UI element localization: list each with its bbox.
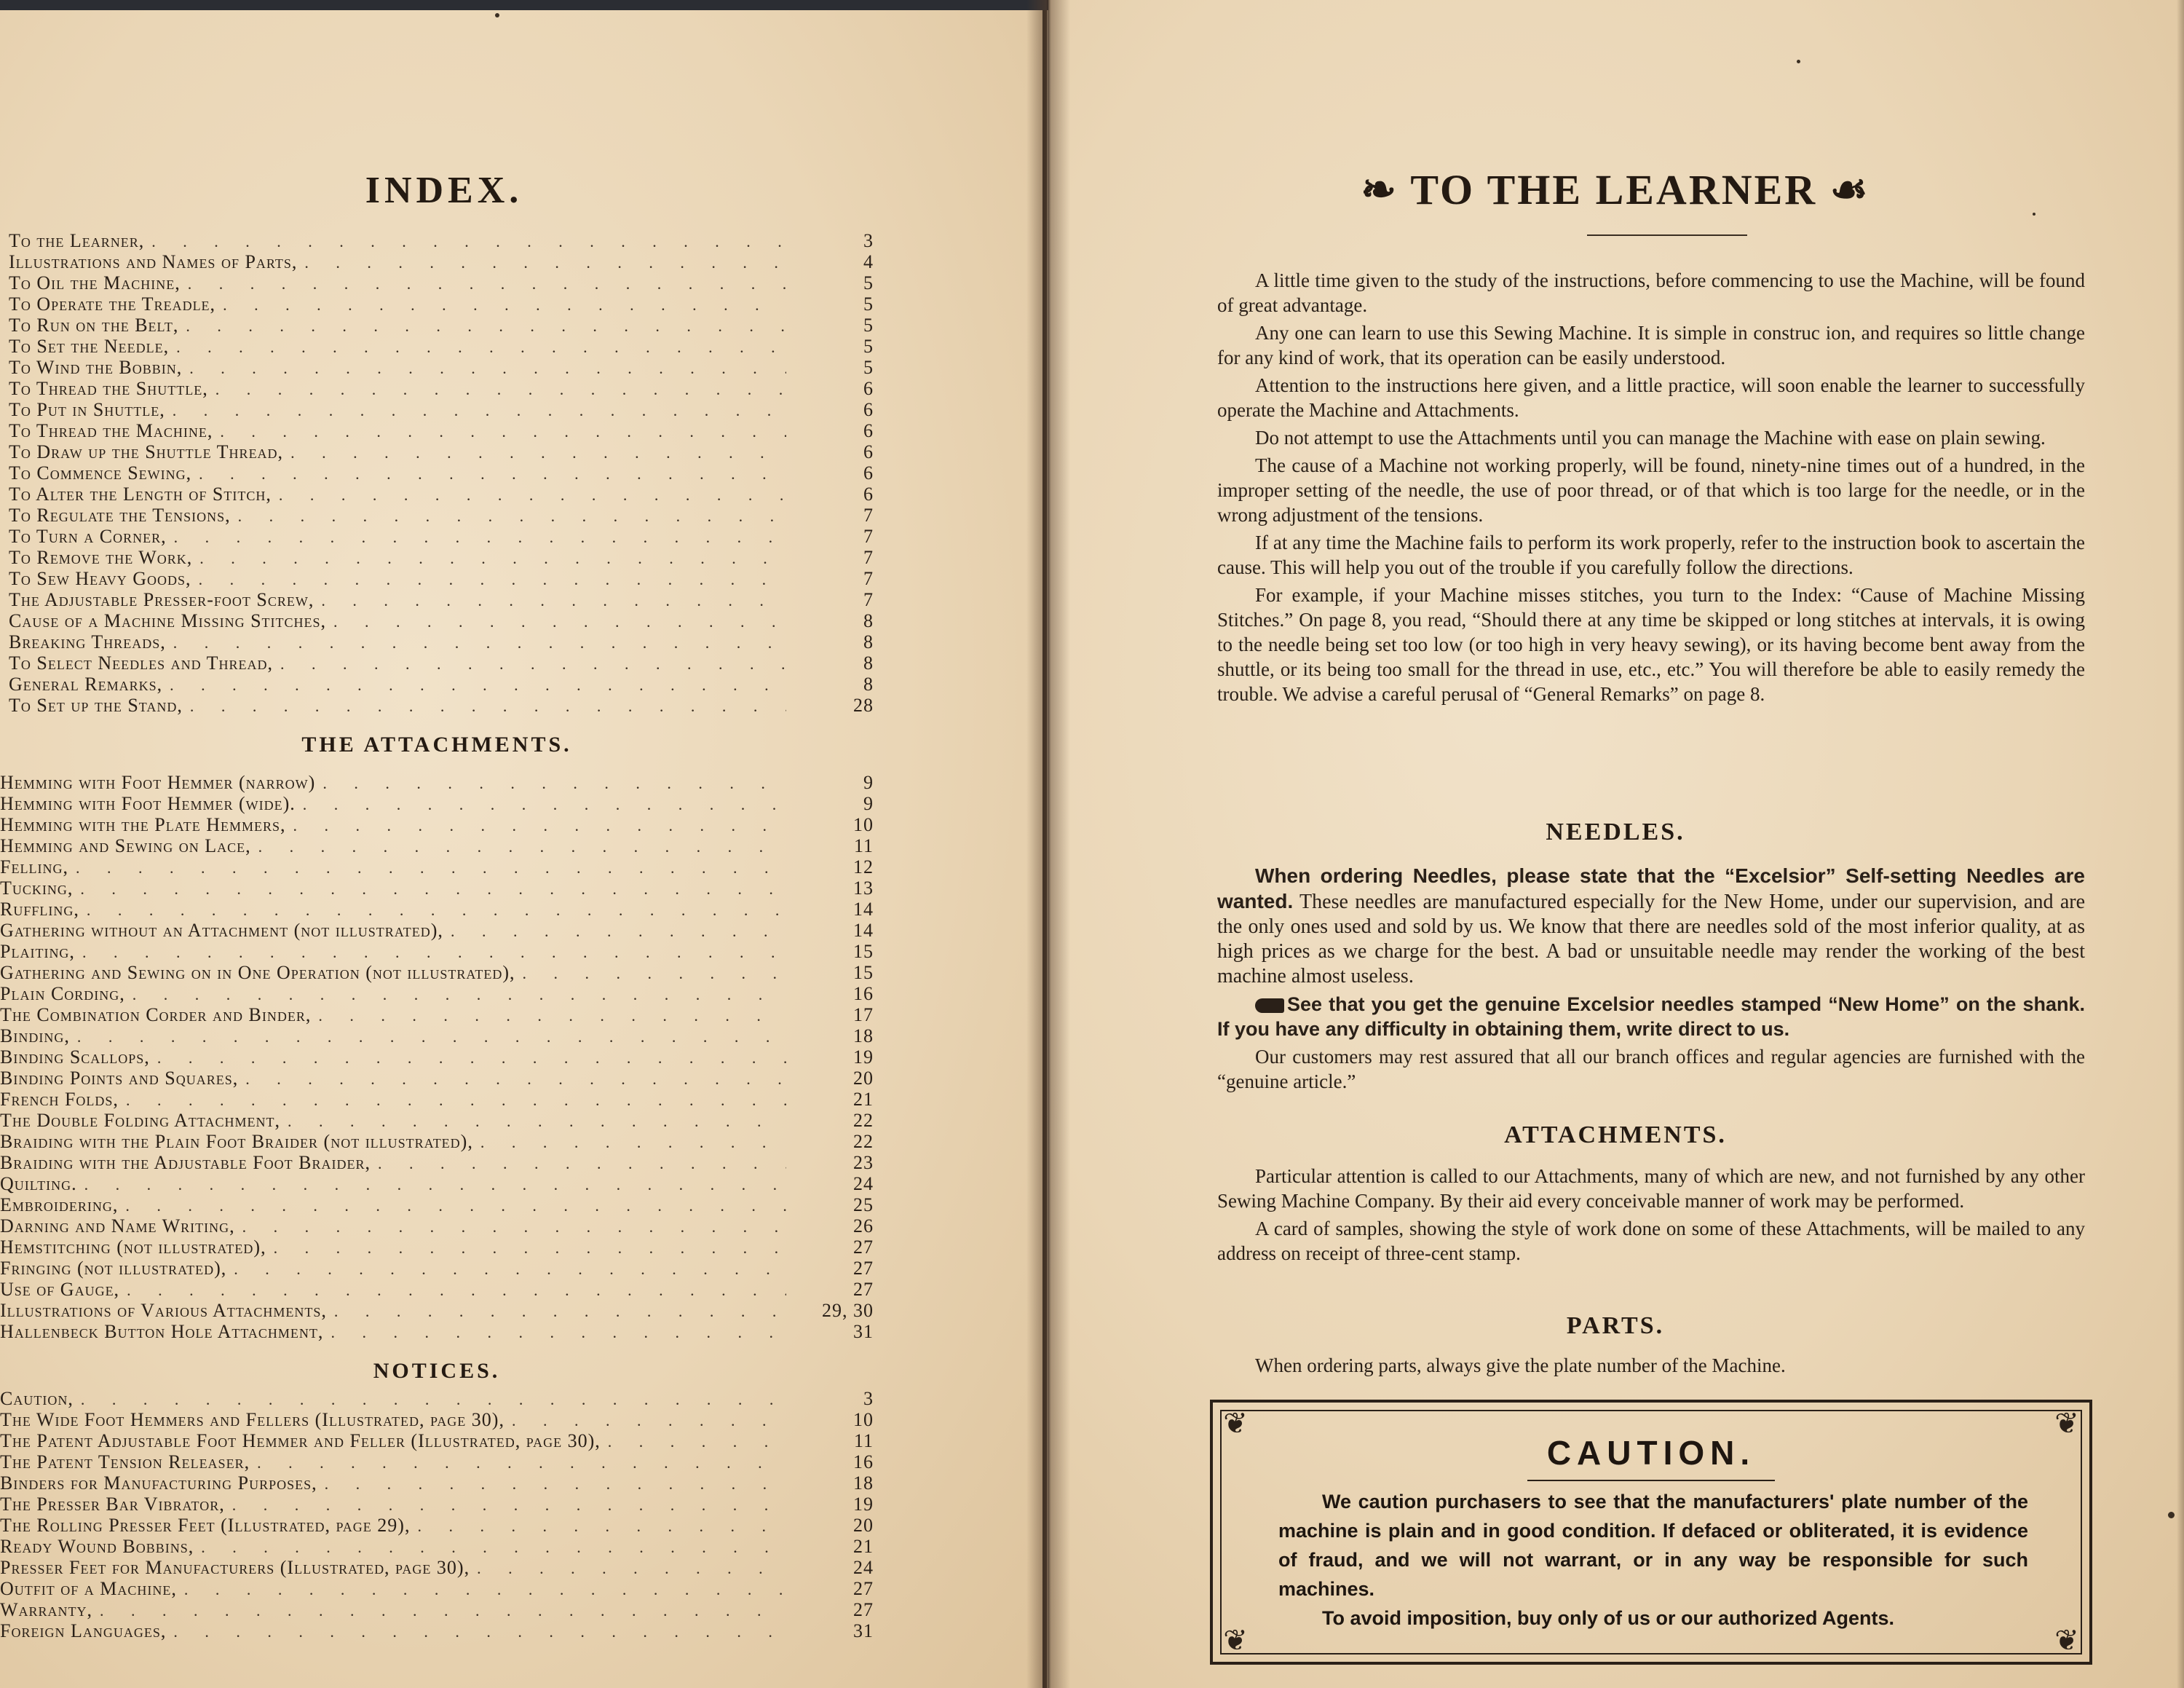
index-entry	[0, 505, 874, 526]
index-entry-label: To Remove the Work,	[9, 547, 193, 568]
index-entry-label: Plain Cording,	[0, 983, 125, 1004]
learner-paragraph: For example, if your Machine misses stitches, you turn to the Index: “Cause of Machine Missing Stitches.” On page 8, you read, “Should there at any time be skipped or long stitches at intervals, it is owing to the needle being set too low (or too high in very heavy sewing), or its having become bent away from the shuttle, or its being too small for the thread in use, etc., etc.” You will therefore be able to easily remedy the trouble. We advise a careful perusal of “General Remarks” on page 8.	[1217, 584, 2085, 705]
index-entry	[0, 1578, 874, 1599]
index-entry-label: Hemming with Foot Hemmer (wide).	[0, 793, 296, 814]
needles-notice	[1217, 992, 2085, 1041]
index-entry	[0, 1300, 874, 1321]
leader-dots	[451, 922, 786, 941]
corner-ornament-icon: ❦	[1223, 1624, 1248, 1657]
index-entry-label: To Commence Sewing,	[9, 462, 192, 484]
parts-heading: PARTS.	[1566, 1312, 1665, 1339]
corner-ornament-icon: ❦	[2054, 1407, 2079, 1440]
index-entry-page: 3	[863, 1388, 874, 1409]
index-entry	[0, 1131, 874, 1152]
index-entry-label: The Rolling Presser Feet (Illustrated, page 29),	[0, 1515, 411, 1536]
index-entry	[0, 1046, 874, 1068]
index-entry-label: Breaking Threads,	[9, 631, 166, 652]
index-entry	[0, 462, 874, 484]
index-entry	[0, 610, 874, 631]
index-entry-label: General Remarks,	[9, 674, 163, 695]
index-entry-page: 31	[853, 1321, 874, 1342]
index-entry-label: To Operate the Treadle,	[9, 293, 216, 315]
index-entry-page: 20	[853, 1515, 874, 1536]
index-entry-page: 7	[863, 589, 874, 610]
learner-paragraph: Do not attempt to use the Attachments until you can manage the Machine with ease on plain sewing.	[1255, 427, 2046, 449]
parts-section	[1217, 1353, 2085, 1381]
index-entry-label: To Set up the Stand,	[9, 695, 183, 716]
index-entry-page: 15	[853, 962, 874, 983]
index-entry	[0, 1089, 874, 1110]
index-entry	[0, 547, 874, 568]
index-entry	[0, 1430, 874, 1451]
index-entry	[0, 420, 874, 441]
leader-dots	[325, 1475, 786, 1494]
index-entry	[0, 962, 874, 983]
leader-dots	[215, 380, 786, 399]
index-entry	[0, 568, 874, 589]
leader-dots	[477, 1559, 786, 1578]
index-entry-page: 8	[863, 652, 874, 674]
index-entry	[0, 1215, 874, 1237]
index-entry-page: 23	[853, 1152, 874, 1173]
leader-dots	[173, 1622, 786, 1641]
index-entry-label: Binding Points and Squares,	[0, 1068, 239, 1089]
index-entry	[0, 230, 874, 251]
index-entry-label: To Thread the Machine,	[9, 420, 213, 441]
index-entry-label: To Wind the Bobbin,	[9, 357, 183, 378]
index-entry	[0, 793, 874, 814]
index-entry-page: 6	[863, 420, 874, 441]
caution-closing: To avoid imposition, buy only of us or our authorized Agents.	[1322, 1607, 1895, 1629]
index-entry-label: To Thread the Shuttle,	[9, 378, 208, 399]
index-attachments-list	[0, 772, 874, 1342]
index-entry-label: Use of Gauge,	[0, 1279, 120, 1300]
index-entry-page: 15	[853, 941, 874, 962]
leader-dots	[257, 1454, 786, 1472]
paper-speck	[495, 13, 499, 17]
index-entry-label: Tucking,	[0, 877, 74, 899]
index-entry-page: 5	[863, 293, 874, 315]
leader-dots	[331, 1323, 786, 1342]
index-entry-label: Cause of a Machine Missing Stitches,	[9, 610, 327, 631]
index-entry-label: To Regulate the Tensions,	[9, 505, 231, 526]
index-entry-page: 18	[853, 1472, 874, 1494]
index-entry-page: 31	[853, 1620, 874, 1641]
index-entry-page: 22	[853, 1110, 874, 1131]
leader-dots	[608, 1432, 786, 1451]
index-entry-page: 14	[853, 920, 874, 941]
ornament-icon: ❧	[1361, 166, 1411, 213]
index-entry	[0, 272, 874, 293]
needles-lead-bold: When ordering Needles, please state that the “Excelsior” Self-setting Needles are wanted.	[1217, 864, 2085, 912]
index-entry-page: 16	[853, 1451, 874, 1472]
index-entry-page: 21	[853, 1089, 874, 1110]
leader-dots	[523, 964, 786, 983]
needles-paragraph	[1217, 864, 2085, 989]
index-entry-page: 24	[853, 1557, 874, 1578]
leader-dots	[318, 1006, 786, 1025]
index-entry	[0, 526, 874, 547]
index-entry	[0, 899, 874, 920]
index-entry-label: Binders for Manufacturing Purposes,	[0, 1472, 317, 1494]
index-entry	[0, 441, 874, 462]
index-entry	[0, 1620, 874, 1641]
index-entry-label: Outfit of a Machine,	[0, 1578, 177, 1599]
index-entry-label: Foreign Languages,	[0, 1620, 167, 1641]
learner-title	[1047, 165, 2184, 214]
leader-dots	[288, 1112, 786, 1131]
index-entry-page: 21	[853, 1536, 874, 1557]
index-entry-page: 11	[853, 1430, 874, 1451]
index-entry	[0, 1110, 874, 1131]
attachments-paragraph: Particular attention is called to our Attachments, many of which are new, and not furnished by any other Sewing Machine Company. By their aid every conceivable manner of work may be performed.	[1217, 1165, 2085, 1212]
index-entry-label: Caution,	[0, 1388, 74, 1409]
leader-dots	[87, 901, 786, 920]
index-entry-page: 24	[853, 1173, 874, 1194]
index-entry	[0, 336, 874, 357]
leader-dots	[242, 1218, 786, 1237]
leader-dots	[245, 1070, 786, 1089]
leader-dots	[333, 612, 786, 631]
index-entry-page: 10	[853, 814, 874, 835]
index-entry-page: 6	[863, 441, 874, 462]
index-entry-page: 4	[863, 251, 874, 272]
paper-speck	[2168, 1512, 2175, 1518]
index-entry-page: 25	[853, 1194, 874, 1215]
index-entry	[0, 983, 874, 1004]
index-entry-label: The Patent Tension Releaser,	[0, 1451, 250, 1472]
index-entry-page: 8	[863, 674, 874, 695]
leader-dots	[125, 1196, 786, 1215]
index-entry	[0, 1237, 874, 1258]
caution-text: We caution purchasers to see that the manufacturers' plate number of the machine is plain and in good condition. If defaced or obliterated, it is evidence of fraud, and we will not warrant, or in any way be responsible for such machines.	[1278, 1491, 2028, 1600]
leader-dots	[173, 634, 786, 652]
leader-dots	[279, 486, 786, 505]
index-attachments-heading: THE ATTACHMENTS.	[301, 733, 572, 757]
leader-dots	[238, 507, 786, 526]
index-entry	[0, 1004, 874, 1025]
index-entry-page: 9	[863, 793, 874, 814]
leader-dots	[173, 401, 786, 420]
index-entry-page: 8	[863, 631, 874, 652]
index-entry-label: To Oil the Machine,	[9, 272, 181, 293]
index-entry-label: French Folds,	[0, 1089, 119, 1110]
leader-dots	[223, 296, 786, 315]
index-entry-label: Illustrations and Names of Parts,	[9, 251, 298, 272]
learner-paragraph: Attention to the instructions here given, and a little practice, will soon enable the learner to successfully operate the Machine and Attachments.	[1217, 374, 2085, 421]
index-entry	[0, 1068, 874, 1089]
index-entry-label: To Draw up the Shuttle Thread,	[9, 441, 284, 462]
index-entry	[0, 695, 874, 716]
index-entry-page: 7	[863, 547, 874, 568]
pointing-hand-icon	[1255, 998, 1284, 1013]
index-entry-page: 29, 30	[822, 1300, 874, 1321]
leader-dots	[290, 443, 786, 462]
index-entry	[0, 1321, 874, 1342]
index-entry	[0, 652, 874, 674]
caution-box	[1210, 1400, 2092, 1665]
index-entry-label: Presser Feet for Manufacturers (Illustrated, page 30),	[0, 1557, 470, 1578]
index-entry-page: 11	[853, 835, 874, 856]
ornament-icon: ☙	[1817, 166, 1870, 213]
index-entry	[0, 1152, 874, 1173]
index-notices-heading: NOTICES.	[373, 1359, 501, 1383]
leader-dots	[378, 1154, 786, 1173]
leader-dots	[151, 232, 786, 251]
index-entry-label: Ready Wound Bobbins,	[0, 1536, 194, 1557]
title-rule	[1587, 234, 1747, 236]
index-entry	[0, 399, 874, 420]
index-entry-label: To the Learner,	[9, 230, 145, 251]
leader-dots	[82, 943, 786, 962]
index-entry	[0, 378, 874, 399]
index-entry-page: 28	[853, 695, 874, 716]
leader-dots	[220, 422, 786, 441]
leader-dots	[512, 1411, 786, 1430]
index-entry	[0, 357, 874, 378]
index-entry-label: To Turn a Corner,	[9, 526, 167, 547]
index-entry-page: 7	[863, 568, 874, 589]
index-entry	[0, 1258, 874, 1279]
index-entry-label: Plaiting,	[0, 941, 75, 962]
leader-dots	[132, 985, 786, 1004]
index-entry-label: To Sew Heavy Goods,	[9, 568, 191, 589]
index-entry	[0, 835, 874, 856]
index-entry-label: Gathering and Sewing on in One Operation (not illustrated),	[0, 962, 515, 983]
index-entry-label: Hemstitching (not illustrated),	[0, 1237, 266, 1258]
leader-dots	[176, 338, 786, 357]
leader-dots	[186, 317, 786, 336]
index-entry-page: 5	[863, 272, 874, 293]
leader-dots	[232, 1496, 786, 1515]
index-entry-label: Illustrations of Various Attachments,	[0, 1300, 327, 1321]
index-entry-label: Braiding with the Plain Foot Braider (not illustrated),	[0, 1131, 473, 1152]
index-entry	[0, 877, 874, 899]
needles-lead-rest: These needles are manufactured especially for the New Home, under our supervision, and are the only ones used and sold by us. We know that there are needles sold of the most inferior quality, at as high prices as we charge for the best. A bad or unsuitable needle may render the working of the best machine almost useless.	[1217, 891, 2085, 987]
index-entry-page: 3	[863, 230, 874, 251]
index-entry-label: Embroidering,	[0, 1194, 119, 1215]
leader-dots	[174, 528, 786, 547]
needles-heading: NEEDLES.	[1546, 819, 1685, 845]
index-entry-page: 5	[863, 357, 874, 378]
index-notices-list	[0, 1388, 874, 1641]
index-entry-page: 27	[853, 1578, 874, 1599]
index-entry-page: 5	[863, 315, 874, 336]
index-entry-page: 16	[853, 983, 874, 1004]
leader-dots	[480, 1133, 786, 1152]
index-entry	[0, 772, 874, 793]
index-entry-page: 7	[863, 505, 874, 526]
index-entry	[0, 1494, 874, 1515]
leader-dots	[234, 1260, 786, 1279]
index-entry	[0, 484, 874, 505]
index-entry	[0, 1279, 874, 1300]
index-entry-page: 10	[853, 1409, 874, 1430]
learner-paragraphs	[1217, 268, 2085, 709]
leader-dots	[258, 837, 786, 856]
index-entry-page: 18	[853, 1025, 874, 1046]
index-entry	[0, 1388, 874, 1409]
index-entry	[0, 1025, 874, 1046]
index-entry-label: Binding Scallops,	[0, 1046, 150, 1068]
leader-dots	[323, 774, 786, 793]
index-entry	[0, 941, 874, 962]
leader-dots	[274, 1239, 786, 1258]
index-entry	[0, 1599, 874, 1620]
leader-dots	[201, 1538, 786, 1557]
index-entry-label: To Run on the Belt,	[9, 315, 179, 336]
index-entry-page: 27	[853, 1258, 874, 1279]
corner-ornament-icon: ❦	[1223, 1407, 1248, 1440]
learner-paragraph: A little time given to the study of the instructions, before commencing to use the Machine, will be found of great advantage.	[1217, 269, 2085, 316]
learner-paragraph: The cause of a Machine not working properly, will be found, ninety-nine times out of a hundred, in the improper setting of the needle, the use of poor thread, or of that which is too large for the needle, or in the wrong adjustment of the tensions.	[1217, 454, 2085, 526]
index-entry-page: 17	[853, 1004, 874, 1025]
learner-paragraph: Any one can learn to use this Sewing Machine. It is simple in construc ion, and requires so little change for any kind of work, that its operation can be easily understood.	[1217, 322, 2085, 368]
index-entry	[0, 1173, 874, 1194]
index-entry-label: To Put in Shuttle,	[9, 399, 165, 420]
index-entry-label: Warranty,	[0, 1599, 93, 1620]
learner-paragraph: If at any time the Machine fails to perform its work properly, refer to the instruction book to ascertain the cause. This will help you out of the trouble if you carefully follow the directions.	[1217, 532, 2085, 578]
attachments-heading: ATTACHMENTS.	[1504, 1121, 1727, 1148]
index-entry-page: 13	[853, 877, 874, 899]
caution-title: CAUTION.	[1546, 1434, 1756, 1472]
index-entry-label: Darning and Name Writing,	[0, 1215, 235, 1237]
leader-dots	[189, 359, 786, 378]
index-entry-label: Quilting.	[0, 1173, 77, 1194]
index-entry	[0, 315, 874, 336]
needles-section	[1217, 864, 2085, 1097]
index-main-list	[0, 230, 874, 716]
index-entry-label: The Patent Adjustable Foot Hemmer and Feller (Illustrated, page 30),	[0, 1430, 601, 1451]
index-entry-page: 9	[863, 772, 874, 793]
leader-dots	[127, 1281, 786, 1300]
index-entry-label: Hallenbeck Button Hole Attachment,	[0, 1321, 324, 1342]
index-title: INDEX.	[365, 170, 523, 211]
index-entry	[0, 1451, 874, 1472]
attachments-paragraph: A card of samples, showing the style of work done on some of these Attachments, will be mailed to any address on receipt of three-cent stamp.	[1217, 1218, 2085, 1264]
index-entry-page: 8	[863, 610, 874, 631]
index-entry-label: To Alter the Length of Stitch,	[9, 484, 272, 505]
leader-dots	[293, 816, 786, 835]
leader-dots	[77, 1028, 786, 1046]
index-entry-page: 20	[853, 1068, 874, 1089]
index-entry-page: 19	[853, 1494, 874, 1515]
leader-dots	[188, 275, 786, 293]
index-entry-label: The Wide Foot Hemmers and Fellers (Illustrated, page 30),	[0, 1409, 505, 1430]
index-entry	[0, 251, 874, 272]
index-entry-page: 6	[863, 462, 874, 484]
index-entry-page: 22	[853, 1131, 874, 1152]
leader-dots	[303, 795, 786, 814]
caution-text-block	[1278, 1487, 2028, 1633]
index-entry-page: 19	[853, 1046, 874, 1068]
index-entry-label: To Set the Needle,	[9, 336, 170, 357]
index-entry	[0, 814, 874, 835]
leader-dots	[100, 1601, 786, 1620]
index-entry-page: 14	[853, 899, 874, 920]
index-entry-label: Gathering without an Attachment (not illustrated),	[0, 920, 443, 941]
needles-notice-text: See that you get the genuine Excelsior needles stamped “New Home” on the shank. If you have any difficulty in obtaining them, write direct to us.	[1217, 993, 2085, 1040]
index-entry	[0, 631, 874, 652]
index-entry-label: Ruffling,	[0, 899, 79, 920]
index-entry-page: 7	[863, 526, 874, 547]
leader-dots	[199, 570, 786, 589]
leader-dots	[81, 1390, 786, 1409]
index-entry-page: 6	[863, 484, 874, 505]
index-entry-label: The Combination Corder and Binder,	[0, 1004, 312, 1025]
index-entry-label: Hemming with the Plate Hemmers,	[0, 814, 286, 835]
index-entry	[0, 293, 874, 315]
index-entry	[0, 1472, 874, 1494]
index-entry	[0, 1194, 874, 1215]
index-entry-label: The Presser Bar Vibrator,	[0, 1494, 225, 1515]
index-entry-page: 27	[853, 1599, 874, 1620]
index-entry-page: 5	[863, 336, 874, 357]
leader-dots	[76, 859, 786, 877]
index-entry-label: Braiding with the Adjustable Foot Braider,	[0, 1152, 371, 1173]
leader-dots	[280, 655, 786, 674]
index-entry	[0, 856, 874, 877]
attachments-paragraphs	[1217, 1164, 2085, 1269]
index-entry-page: 27	[853, 1237, 874, 1258]
leader-dots	[199, 465, 786, 484]
index-entry	[0, 1557, 874, 1578]
index-entry	[0, 1536, 874, 1557]
leader-dots	[334, 1302, 786, 1321]
index-entry-label: Felling,	[0, 856, 68, 877]
leader-dots	[157, 1049, 786, 1068]
leader-dots	[184, 1580, 786, 1599]
leader-dots	[80, 880, 786, 899]
index-entry-label: Hemming and Sewing on Lace,	[0, 835, 251, 856]
paper-speck	[1797, 60, 1800, 63]
index-entry-page: 27	[853, 1279, 874, 1300]
leader-dots	[126, 1091, 786, 1110]
index-entry	[0, 1515, 874, 1536]
caution-rule	[1527, 1480, 1775, 1481]
needles-closing: Our customers may rest assured that all our branch offices and regular agencies are furnished with the “genuine article.”	[1217, 1046, 2085, 1092]
parts-text: When ordering parts, always give the plate number of the Machine.	[1255, 1354, 1786, 1376]
leader-dots	[84, 1175, 786, 1194]
leader-dots	[417, 1517, 786, 1536]
index-entry	[0, 1409, 874, 1430]
index-entry	[0, 920, 874, 941]
corner-ornament-icon: ❦	[2054, 1624, 2079, 1657]
scan-top-band	[0, 0, 1048, 10]
leader-dots	[304, 253, 786, 272]
leader-dots	[190, 697, 786, 716]
index-entry-label: Fringing (not illustrated),	[0, 1258, 227, 1279]
index-entry-page: 6	[863, 399, 874, 420]
leader-dots	[199, 549, 786, 568]
index-entry-page: 26	[853, 1215, 874, 1237]
index-entry-label: To Select Needles and Thread,	[9, 652, 274, 674]
index-entry-label: The Adjustable Presser-foot Screw,	[9, 589, 314, 610]
index-entry-page: 6	[863, 378, 874, 399]
learner-title-text: TO THE LEARNER	[1410, 166, 1818, 213]
index-entry	[0, 674, 874, 695]
index-entry-label: The Double Folding Attachment,	[0, 1110, 280, 1131]
index-entry	[0, 589, 874, 610]
index-entry-label: Binding,	[0, 1025, 70, 1046]
index-entry-page: 12	[853, 856, 874, 877]
leader-dots	[321, 591, 786, 610]
index-entry-label: Hemming with Foot Hemmer (narrow)	[0, 772, 316, 793]
leader-dots	[170, 676, 786, 695]
